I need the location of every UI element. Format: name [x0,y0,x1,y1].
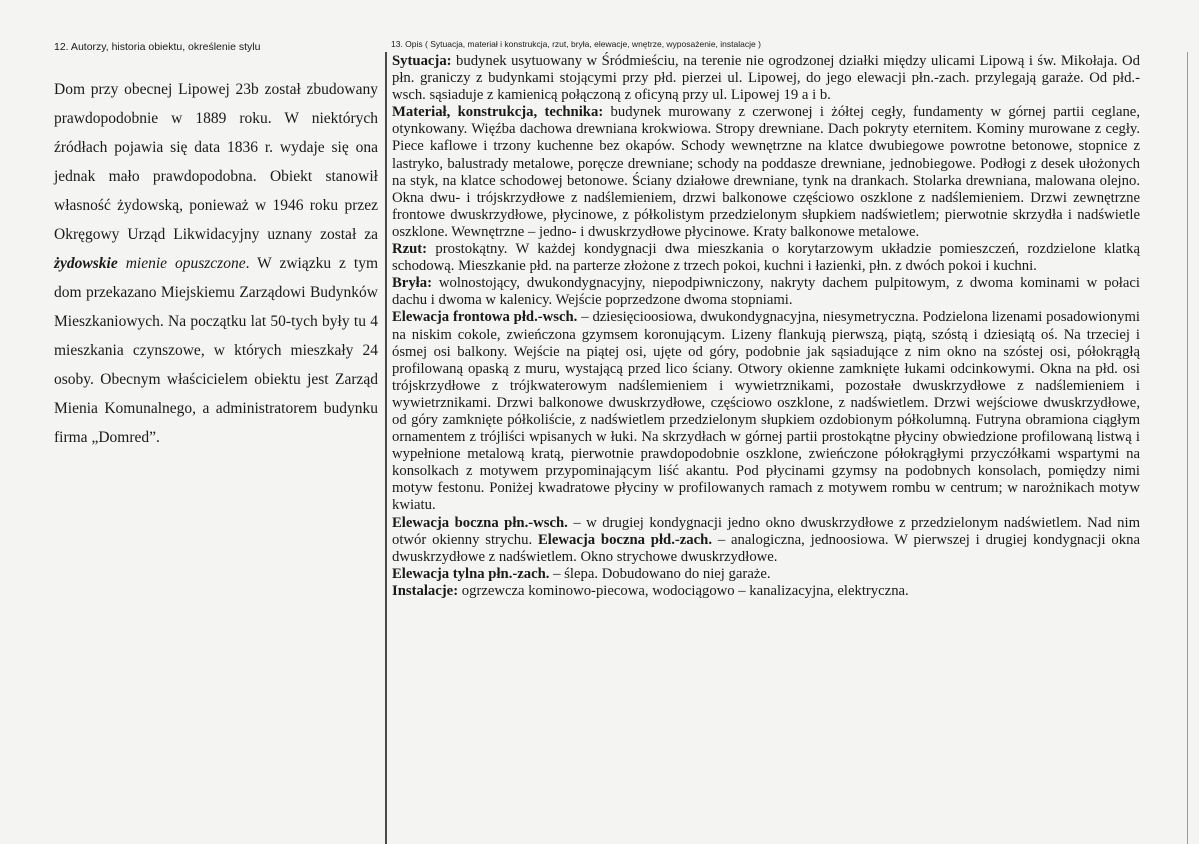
massing-paragraph [392,275,1140,309]
history-text [54,75,378,452]
situation-text: budynek usytuowany w Śródmieściu, na terenie nie ogrodzonej działki między ulicami Lipową i św. Mikołaja. Od płn. graniczy z budynkami stojącymi przy płd. pierzei ul. Lipowej, do jego elewacji płn.-zach. przylegają garaże. Od płd.-wsch. sąsiaduje z kamienicą połączoną z oficyną przy ul. Lipowej 19 a i b. [392,53,1140,104]
massing-text: wolnostojący, dwukondygnacyjny, niepodpiwniczony, nakryty dachem pulpitowym, z dwoma kominami w połaci dachu i dwoma w kalenicy. Wejście poprzedzone dwoma stopniami. [392,275,1140,309]
front-elevation-text: – dziesięcioosiowa, dwukondygnacyjna, niesymetryczna. Podzielona lizenami posadowionymi na niskim cokole, zwieńczona gzymsem koronującym. Lizeny flankują pierwszą, piątą, szóstą i dziesiątą oś. Na trzeciej i ósmej osi balkony. Wejście na piątej osi, ujęte od góry, podobnie jak sąsiadujące z nim okno na szóstej osi, półokrągłą profilowaną opaską z muru, wystającą przed lico ściany. Otwory okienne zamknięte łukami odcinkowymi. Okna na płd. osi trójskrzydłowe z trójkwaterowym nadślemieniem i wywietrznikami, pozostałe dwuskrzydłowe z nadślemieniem i wywietrznikami. Drzwi balkonowe dwuskrzydłowe, częściowo oszklone, z nadświetlem. Drzwi wejściowe dwuskrzydłowe, od góry zamknięte półkoliście, z nadświetlem przedzielonym słupkiem ozdobionym półkolumną. Futryna obramiona ciągłym ornamentem z trójliści wpisanych w łuki. Na skrzydłach w górnej partii prostokątne płyciny obwiedzione profilowaną listwą i wypełnione metalową kratą, pierwotnie prawdopodobnie oszklone, zwieńczone półokrągłymi przyczółkami wspartymi na konsolkach z motywem przypominającym liść akantu. Pod płycinami gzymsy na podobnych konsolach, pomiędzy nimi motyw festonu. Poniżej kwadratowe płyciny w profilowanych ramach z motywem rombu w centrum; w narożnikach motyw kwiatu. [392,309,1141,514]
rear-elevation-text: – ślepa. Dobudowano do niej garaże. [549,565,771,582]
side-elevation-sw-text: – analogiczna, jednoosiowa. W pierwszej i drugiej kondygnacji okna dwuskrzydłowe z nadświetlem. Okno strychowe dwuskrzydłowe. [392,531,1140,565]
side-elevations-paragraph [392,515,1140,566]
front-elevation-label: Elewacja frontowa płd.-wsch. [392,309,578,326]
front-elevation-paragraph [392,309,1140,514]
description-section-header: 13. Opis ( Sytuacja, materiał i konstrukcja, rzut, bryła, elewacje, wnętrze, wyposażenie, instalacje ) [391,39,761,49]
material-paragraph [392,104,1140,241]
history-text-end: . W związku z tym dom przekazano Miejskiemu Zarządowi Budynków Mieszkaniowych. Na początku lat 50-tych były tu 4 mieszkania czynszowe, w których mieszkały 24 osoby. Obecnym właścicielem obiektu jest Zarząd Mienia Komunalnego, a administratorem budynku firma „Domred”. [54,255,379,446]
plan-text: prostokątny. W każdej kondygnacji dwa mieszkania o korytarzowym układzie pomieszczeń, rozdzielone klatką schodową. Mieszkanie płd. na parterze złożone z trzech pokoi, kuchni i łazienki, płn. z dwóch pokoi i kuchni. [392,241,1140,275]
material-text: budynek murowany z czerwonej i żółtej cegły, fundamenty w górnej partii ceglane, otynkowany. Więźba dachowa drewniana krokwiowa. Stropy drewniane. Dach pokryty eternitem. Kominy murowane z cegły. Piece kaflowe i trzony kuchenne bez okapów. Schody wewnętrzne na klatce dwubiegowe powrotne betonowe, stopnice z lastryko, balustrady metalowe, poręcze drewniane; schody na poddasze drewniane, jednobiegowe. Podłogi z desek ułożonych na styk, na klatce schodowej betonowe. Ściany działowe drewniane, tynk na drankach. Stolarka drewniana, malowana olejno. Okna dwu- i trójskrzydłowe z nadślemieniem, drzwi balkonowe częściowo oszklone z nadślemieniem. Drzwi zewnętrzne frontowe dwuskrzydłowe, płycinowe, z półkolistym przedzielonym słupkiem nadświetlem; pierwotnie skrzydła i nadświetle oszklone. Wewnętrzne – jedno- i dwuskrzydłowe płycinowe. Kraty balkonowe metalowe. [392,104,1140,240]
installations-label: Instalacje: [392,582,459,599]
rear-elevation-label: Elewacja tylna płn.-zach. [392,565,550,582]
page-edge-line [1187,52,1188,844]
plan-paragraph [392,241,1140,275]
installations-text: ogrzewcza kominowo-piecowa, wodociągowo – kanalizacyjna, elektryczna. [458,582,909,599]
situation-label: Sytuacja: [392,53,452,69]
material-label: Materiał, konstrukcja, technika: [392,104,604,121]
rear-elevation-paragraph [392,566,1140,583]
side-elevation-ne-label: Elewacja boczna płn.-wsch. [392,514,568,531]
side-elevation-ne-text: – w drugiej kondygnacji jedno okno dwuskrzydłowe z przedzielonym nadświetlem. Nad nim otwór okienny strychu. [392,514,1140,548]
situation-paragraph [392,53,1140,104]
plan-label: Rzut: [392,241,428,258]
installations-paragraph [392,583,1140,600]
history-text-start: Dom przy obecnej Lipowej 23b został zbudowany prawdopodobnie w 1889 roku. W niektórych źródłach pojawia się data 1836 r. wydaje się ona jednak mało prawdopodobna. Obiekt stanowił własność żydowską, ponieważ w 1946 roku przez Okręgowy Urząd Likwidacyjny uznany został za [54,81,378,243]
massing-label: Bryła: [392,275,432,292]
history-emphasis-bold: żydowskie [54,255,118,272]
history-section-header: 12. Autorzy, historia obiektu, określenie stylu [54,41,261,53]
history-emphasis: mienie opuszczone [125,255,246,272]
description-text [392,53,1140,600]
side-elevation-sw-label: Elewacja boczna płd.-zach. [537,531,713,548]
column-divider [385,52,387,844]
